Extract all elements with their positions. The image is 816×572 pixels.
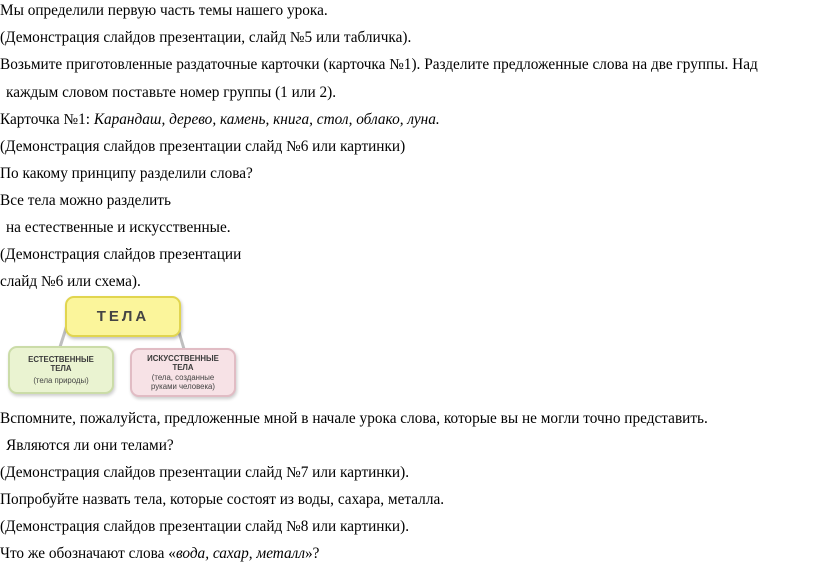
card-1-label: Карточка №1: [0, 111, 94, 128]
natural-title-line-2: ТЕЛА [50, 363, 72, 373]
paragraph-question-principle: По какому принципу разделили слова? [0, 165, 253, 182]
paragraph-slide-6-scheme-cont: слайд №6 или схема). [0, 273, 141, 290]
natural-subtitle: (тела природы) [33, 376, 89, 385]
paragraph-cards-task: Возьмите приготовленные раздаточные карточки (карточка №1). Разделите предложенные слова на две группы. Над [0, 56, 758, 73]
paragraph-bodies-divide: Все тела можно разделить [0, 192, 171, 209]
diagram-node-bodies-label: ТЕЛА [96, 308, 150, 325]
paragraph-card-1 [0, 111, 440, 129]
card-1-words: Карандаш, дерево, камень, книга, стол, облако, луна. [93, 111, 440, 128]
paragraph-recall-words: Вспомните, пожалуйста, предложенные мной в начале урока слова, которые вы не могли точно представить. [0, 410, 708, 427]
artificial-subtitle-line-1: (тела, созданные [151, 373, 215, 382]
paragraph-are-bodies: Являются ли они телами? [6, 437, 174, 454]
paragraph-topic-intro: Мы определили первую часть темы нашего урока. [0, 2, 328, 19]
words-meaning-italic: вода, сахар, металл [175, 545, 306, 562]
paragraph-slide-8: (Демонстрация слайдов презентации слайд №8 или картинки). [0, 518, 410, 535]
paragraph-slide-7: (Демонстрация слайдов презентации слайд №7 или картинки). [0, 464, 410, 481]
words-meaning-prefix: Что же обозначают слова « [0, 545, 176, 562]
paragraph-slide-6: (Демонстрация слайдов презентации слайд №6 или картинки) [0, 138, 406, 155]
natural-title-line-1: ЕСТЕСТВЕННЫЕ [28, 355, 94, 364]
paragraph-slide-6-scheme: (Демонстрация слайдов презентации [0, 246, 242, 263]
paragraph-words-meaning [0, 545, 319, 563]
paragraph-name-bodies: Попробуйте назвать тела, которые состоят из воды, сахара, металла. [0, 491, 445, 508]
paragraph-slide-5: (Демонстрация слайдов презентации, слайд №5 или табличка). [0, 29, 412, 46]
artificial-subtitle-line-2: руками человека) [151, 381, 215, 391]
artificial-title-line-2: ТЕЛА [172, 362, 194, 372]
paragraph-natural-artificial: на естественные и искусственные. [6, 219, 231, 236]
paragraph-cards-task-cont: каждым словом поставьте номер группы (1 или 2). [6, 84, 337, 101]
artificial-title-line-1: ИСКУССТВЕННЫЕ [147, 354, 219, 363]
words-meaning-suffix: »? [305, 545, 320, 562]
